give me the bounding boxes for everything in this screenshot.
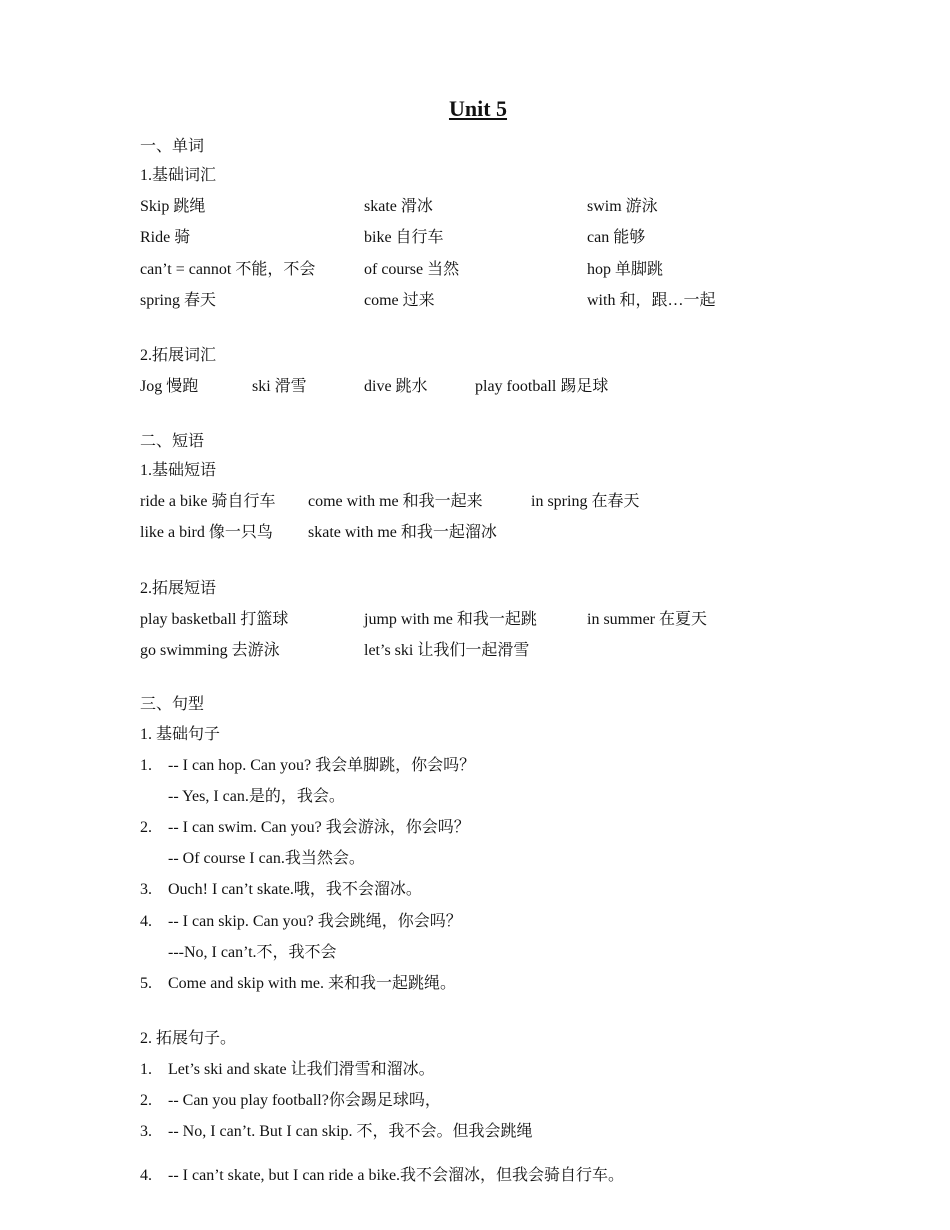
sentence-text: -- I can’t skate, but I can ride a bike.我不会溜冰，但我会骑自行车。: [168, 1167, 625, 1184]
sentence-text: Come and skip with me. 来和我一起跳绳。: [168, 975, 456, 992]
phrase-item: in summer 在夏天: [587, 611, 707, 628]
sentence-number: 3.: [140, 1123, 152, 1140]
word-item: ski 滑雪: [252, 378, 307, 395]
sentence-number: 2.: [140, 1092, 152, 1109]
word-item: Jog 慢跑: [140, 378, 199, 395]
word-item: can 能够: [587, 229, 646, 246]
section-heading-words: 一、单词: [140, 138, 205, 155]
sentence-number: 4.: [140, 1167, 152, 1184]
section-heading-sentences: 三、句型: [140, 696, 205, 713]
sentence-text: Ouch! I can’t skate.哦，我不会溜冰。: [168, 881, 422, 898]
word-item: can’t = cannot 不能，不会: [140, 261, 316, 278]
phrase-item: ride a bike 骑自行车: [140, 493, 276, 510]
word-item: Ride 骑: [140, 229, 191, 246]
sentence-number: 2.: [140, 819, 152, 836]
subheading-extended-phrases: 2.拓展短语: [140, 580, 217, 597]
subheading-basic-words: 1.基础词汇: [140, 167, 217, 184]
sentence-text: -- I can hop. Can you? 我会单脚跳，你会吗？: [168, 757, 476, 774]
sentence-number: 4.: [140, 913, 152, 930]
sentence-text: ---No, I can’t.不，我不会: [168, 944, 337, 961]
sentence-text: -- No, I can’t. But I can skip. 不，我不会。但我会跳绳: [168, 1123, 533, 1140]
section-heading-phrases: 二、短语: [140, 433, 205, 450]
sentence-text: -- I can skip. Can you? 我会跳绳，你会吗？: [168, 913, 462, 930]
word-item: bike 自行车: [364, 229, 444, 246]
unit-title: Unit 5: [448, 96, 508, 121]
subheading-basic-phrases: 1.基础短语: [140, 462, 217, 479]
sentence-text: Let’s ski and skate 让我们滑雪和溜冰。: [168, 1061, 435, 1078]
sentence-text: -- Yes, I can.是的，我会。: [168, 788, 345, 805]
phrase-item: let’s ski 让我们一起滑雪: [364, 642, 530, 659]
phrase-item: jump with me 和我一起跳: [364, 611, 537, 628]
phrase-item: go swimming 去游泳: [140, 642, 280, 659]
phrase-item: come with me 和我一起来: [308, 493, 483, 510]
word-item: play football 踢足球: [475, 378, 609, 395]
sentence-number: 3.: [140, 881, 152, 898]
subheading-extended-sentences: 2. 拓展句子。: [140, 1030, 237, 1047]
subheading-basic-sentences: 1. 基础句子: [140, 726, 221, 743]
word-item: hop 单脚跳: [587, 261, 664, 278]
sentence-text: -- Can you play football?你会踢足球吗，: [168, 1092, 441, 1109]
phrase-item: skate with me 和我一起溜冰: [308, 524, 497, 541]
sentence-number: 5.: [140, 975, 152, 992]
phrase-item: play basketball 打篮球: [140, 611, 289, 628]
word-item: dive 跳水: [364, 378, 428, 395]
sentence-text: -- Of course I can.我当然会。: [168, 850, 365, 867]
word-item: of course 当然: [364, 261, 460, 278]
word-item: spring 春天: [140, 292, 217, 309]
word-item: come 过来: [364, 292, 435, 309]
phrase-item: like a bird 像一只鸟: [140, 524, 273, 541]
word-item: skate 滑冰: [364, 198, 433, 215]
word-item: swim 游泳: [587, 198, 658, 215]
phrase-item: in spring 在春天: [531, 493, 640, 510]
sentence-number: 1.: [140, 757, 152, 774]
subheading-extended-words: 2.拓展词汇: [140, 347, 217, 364]
word-item: with 和，跟…一起: [587, 292, 716, 309]
word-item: Skip 跳绳: [140, 198, 206, 215]
sentence-number: 1.: [140, 1061, 152, 1078]
sentence-text: -- I can swim. Can you? 我会游泳，你会吗？: [168, 819, 470, 836]
